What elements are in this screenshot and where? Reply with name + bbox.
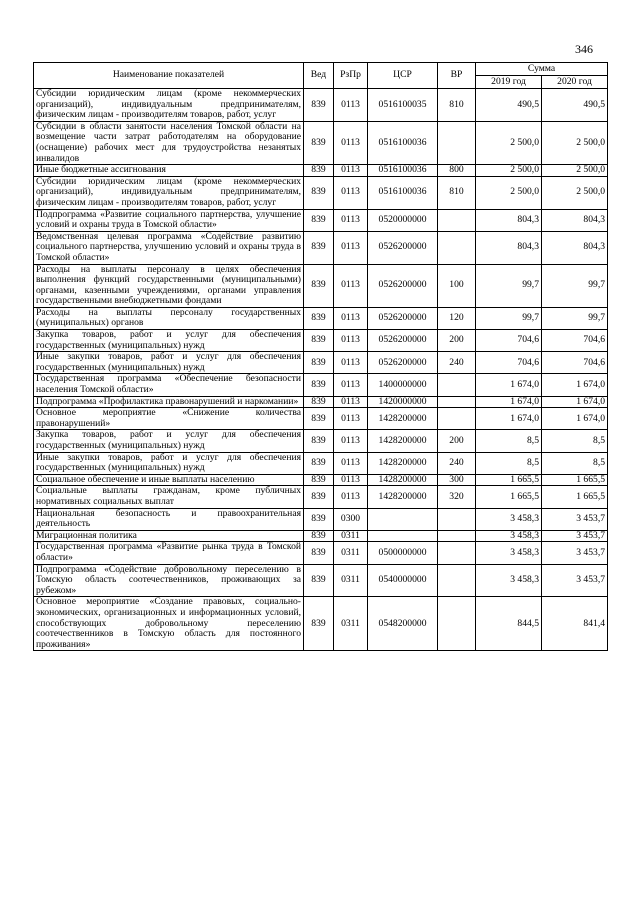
cell-ved: 839: [304, 530, 334, 542]
table-row: [34, 330, 608, 352]
table-row: [34, 231, 608, 264]
cell-name: Основное мероприятие «Создание правовых, социально-экономических, организационных и информационных условий, способствующих добровольному переселению соотечественников в Томскую область для постоянного проживания»: [34, 597, 304, 651]
cell-rzpr: 0113: [334, 176, 368, 209]
cell-ved: 839: [304, 564, 334, 597]
cell-ved: 839: [304, 408, 334, 430]
cell-vr: [438, 121, 476, 164]
cell-2019: 1 665,5: [476, 486, 542, 508]
cell-2020: 2 500,0: [542, 176, 608, 209]
table-row: [34, 89, 608, 122]
cell-vr: [438, 508, 476, 530]
cell-csr: 0526200000: [368, 307, 438, 329]
cell-2019: 99,7: [476, 307, 542, 329]
cell-2019: 3 458,3: [476, 564, 542, 597]
cell-ved: 839: [304, 430, 334, 452]
cell-csr: 0526200000: [368, 231, 438, 264]
table-row: [34, 209, 608, 231]
cell-vr: 800: [438, 165, 476, 177]
cell-2019: 2 500,0: [476, 176, 542, 209]
cell-vr: 100: [438, 264, 476, 307]
cell-csr: 0516100035: [368, 89, 438, 122]
cell-name: Социальное обеспечение и иные выплаты населению: [34, 474, 304, 486]
table-row: [34, 474, 608, 486]
cell-2019: 99,7: [476, 264, 542, 307]
cell-name: Закупка товаров, работ и услуг для обеспечения государственных (муниципальных) нужд: [34, 330, 304, 352]
cell-rzpr: 0113: [334, 430, 368, 452]
cell-2020: 1 665,5: [542, 474, 608, 486]
cell-vr: [438, 374, 476, 396]
cell-csr: 0520000000: [368, 209, 438, 231]
cell-ved: 839: [304, 374, 334, 396]
cell-vr: 240: [438, 352, 476, 374]
header-2019: 2019 год: [476, 76, 542, 89]
cell-name: Основное мероприятие «Снижение количества правонарушений»: [34, 408, 304, 430]
cell-ved: 839: [304, 165, 334, 177]
cell-2020: 704,6: [542, 352, 608, 374]
cell-2020: 3 453,7: [542, 508, 608, 530]
cell-2019: 844,5: [476, 597, 542, 651]
cell-vr: 240: [438, 452, 476, 474]
cell-ved: 839: [304, 508, 334, 530]
header-name: Наименование показателей: [34, 63, 304, 89]
cell-csr: 0548200000: [368, 597, 438, 651]
cell-name: Расходы на выплаты персоналу в целях обеспечения выполнения функций государственными (муниципальными) органами, казенными учреждениями, органами управления государственными внебюджетными фондами: [34, 264, 304, 307]
table-header: [34, 63, 608, 89]
table-row: [34, 597, 608, 651]
cell-name: Государственная программа «Развитие рынка труда в Томской области»: [34, 542, 304, 564]
cell-2019: 804,3: [476, 209, 542, 231]
cell-2020: 8,5: [542, 430, 608, 452]
cell-2019: 8,5: [476, 430, 542, 452]
cell-csr: 0526200000: [368, 264, 438, 307]
table-row: [34, 408, 608, 430]
cell-csr: 0516100036: [368, 165, 438, 177]
cell-2019: 2 500,0: [476, 165, 542, 177]
cell-csr: 1428200000: [368, 430, 438, 452]
cell-rzpr: 0113: [334, 121, 368, 164]
cell-rzpr: 0113: [334, 474, 368, 486]
cell-name: Подпрограмма «Развитие социального партнерства, улучшение условий и охраны труда в Томской области»: [34, 209, 304, 231]
cell-2020: 804,3: [542, 231, 608, 264]
cell-rzpr: 0113: [334, 89, 368, 122]
cell-rzpr: 0113: [334, 330, 368, 352]
table-row: [34, 530, 608, 542]
cell-csr: 1420000000: [368, 396, 438, 408]
cell-vr: [438, 408, 476, 430]
cell-2020: 3 453,7: [542, 564, 608, 597]
cell-ved: 839: [304, 452, 334, 474]
cell-2019: 1 674,0: [476, 396, 542, 408]
cell-ved: 839: [304, 209, 334, 231]
cell-vr: [438, 542, 476, 564]
cell-rzpr: 0113: [334, 264, 368, 307]
table-row: [34, 374, 608, 396]
header-vr: ВР: [438, 63, 476, 89]
table-row: [34, 176, 608, 209]
cell-2019: 804,3: [476, 231, 542, 264]
cell-rzpr: 0311: [334, 597, 368, 651]
header-2020: 2020 год: [542, 76, 608, 89]
cell-csr: 0516100036: [368, 121, 438, 164]
cell-name: Иные закупки товаров, работ и услуг для обеспечения государственных (муниципальных) нужд: [34, 452, 304, 474]
cell-2020: 2 500,0: [542, 165, 608, 177]
cell-csr: 1428200000: [368, 452, 438, 474]
cell-2020: 490,5: [542, 89, 608, 122]
cell-name: Закупка товаров, работ и услуг для обеспечения государственных (муниципальных) нужд: [34, 430, 304, 452]
cell-csr: [368, 530, 438, 542]
table-row: [34, 121, 608, 164]
cell-csr: 0500000000: [368, 542, 438, 564]
cell-name: Субсидии юридическим лицам (кроме некоммерческих организаций), индивидуальным предпринимателям, физическим лицам - производителям товаров, работ, услуг: [34, 176, 304, 209]
cell-rzpr: 0113: [334, 396, 368, 408]
table-row: [34, 452, 608, 474]
cell-csr: 0526200000: [368, 330, 438, 352]
cell-name: Подпрограмма «Содействие добровольному переселению в Томскую область соотечественников, проживающих за рубежом»: [34, 564, 304, 597]
cell-2019: 1 674,0: [476, 408, 542, 430]
cell-2020: 8,5: [542, 452, 608, 474]
cell-rzpr: 0113: [334, 486, 368, 508]
cell-ved: 839: [304, 542, 334, 564]
cell-name: Государственная программа «Обеспечение безопасности населения Томской области»: [34, 374, 304, 396]
cell-name: Субсидии в области занятости населения Томской области на возмещение части затрат работодателям на оборудование (оснащение) рабочих мест для трудоустройства незанятых инвалидов: [34, 121, 304, 164]
cell-ved: 839: [304, 330, 334, 352]
cell-csr: 1428200000: [368, 474, 438, 486]
cell-rzpr: 0113: [334, 231, 368, 264]
cell-2019: 1 674,0: [476, 374, 542, 396]
cell-rzpr: 0311: [334, 530, 368, 542]
cell-2019: 3 458,3: [476, 530, 542, 542]
cell-name: Ведомственная целевая программа «Содействие развитию социального партнерства, улучшению условий и охраны труда в Томской области»: [34, 231, 304, 264]
cell-2019: 3 458,3: [476, 542, 542, 564]
cell-2020: 704,6: [542, 330, 608, 352]
cell-vr: [438, 564, 476, 597]
cell-2019: 704,6: [476, 352, 542, 374]
cell-2020: 99,7: [542, 307, 608, 329]
cell-ved: 839: [304, 89, 334, 122]
cell-2020: 3 453,7: [542, 542, 608, 564]
cell-rzpr: 0113: [334, 374, 368, 396]
table-row: [34, 307, 608, 329]
cell-vr: 320: [438, 486, 476, 508]
header-rzpr: РзПр: [334, 63, 368, 89]
cell-2020: 804,3: [542, 209, 608, 231]
cell-2019: 490,5: [476, 89, 542, 122]
cell-vr: [438, 231, 476, 264]
cell-ved: 839: [304, 121, 334, 164]
cell-2020: 1 674,0: [542, 396, 608, 408]
cell-vr: 810: [438, 176, 476, 209]
table-row: [34, 396, 608, 408]
cell-csr: 1400000000: [368, 374, 438, 396]
table-row: [34, 564, 608, 597]
cell-vr: 200: [438, 430, 476, 452]
cell-name: Подпрограмма «Профилактика правонарушений и наркомании»: [34, 396, 304, 408]
cell-2020: 841,4: [542, 597, 608, 651]
table-row: [34, 542, 608, 564]
table-row: [34, 352, 608, 374]
table-row: [34, 165, 608, 177]
cell-ved: 839: [304, 307, 334, 329]
cell-2020: 3 453,7: [542, 530, 608, 542]
cell-ved: 839: [304, 352, 334, 374]
cell-name: Расходы на выплаты персоналу государственных (муниципальных) органов: [34, 307, 304, 329]
cell-vr: 120: [438, 307, 476, 329]
cell-csr: 1428200000: [368, 486, 438, 508]
cell-csr: 1428200000: [368, 408, 438, 430]
header-sum: Сумма: [476, 63, 608, 76]
table-row: [34, 430, 608, 452]
cell-2020: 1 674,0: [542, 408, 608, 430]
cell-rzpr: 0300: [334, 508, 368, 530]
header-csr: ЦСР: [368, 63, 438, 89]
cell-2020: 99,7: [542, 264, 608, 307]
cell-rzpr: 0311: [334, 542, 368, 564]
cell-2019: 704,6: [476, 330, 542, 352]
cell-vr: 300: [438, 474, 476, 486]
table-body: [34, 89, 608, 651]
header-ved: Вед: [304, 63, 334, 89]
cell-name: Социальные выплаты гражданам, кроме публичных нормативных социальных выплат: [34, 486, 304, 508]
cell-ved: 839: [304, 597, 334, 651]
cell-vr: [438, 396, 476, 408]
cell-name: Миграционная политика: [34, 530, 304, 542]
cell-csr: 0516100036: [368, 176, 438, 209]
page-number: 346: [575, 42, 593, 56]
cell-rzpr: 0311: [334, 564, 368, 597]
cell-name: Субсидии юридическим лицам (кроме некоммерческих организаций), индивидуальным предпринимателям, физическим лицам - производителям товаров, работ, услуг: [34, 89, 304, 122]
table-row: [34, 264, 608, 307]
cell-ved: 839: [304, 396, 334, 408]
cell-rzpr: 0113: [334, 307, 368, 329]
cell-vr: 810: [438, 89, 476, 122]
cell-ved: 839: [304, 474, 334, 486]
cell-2020: 1 665,5: [542, 486, 608, 508]
table-row: [34, 508, 608, 530]
cell-ved: 839: [304, 486, 334, 508]
cell-csr: [368, 508, 438, 530]
cell-vr: [438, 597, 476, 651]
cell-ved: 839: [304, 264, 334, 307]
cell-2020: 1 674,0: [542, 374, 608, 396]
cell-ved: 839: [304, 176, 334, 209]
cell-2019: 1 665,5: [476, 474, 542, 486]
cell-csr: 0540000000: [368, 564, 438, 597]
cell-vr: 200: [438, 330, 476, 352]
cell-vr: [438, 530, 476, 542]
cell-ved: 839: [304, 231, 334, 264]
cell-2020: 2 500,0: [542, 121, 608, 164]
cell-vr: [438, 209, 476, 231]
cell-2019: 3 458,3: [476, 508, 542, 530]
cell-rzpr: 0113: [334, 408, 368, 430]
table-row: [34, 486, 608, 508]
cell-csr: 0526200000: [368, 352, 438, 374]
cell-2019: 2 500,0: [476, 121, 542, 164]
cell-rzpr: 0113: [334, 209, 368, 231]
cell-name: Иные закупки товаров, работ и услуг для обеспечения государственных (муниципальных) нужд: [34, 352, 304, 374]
cell-2019: 8,5: [476, 452, 542, 474]
cell-name: Национальная безопасность и правоохранительная деятельность: [34, 508, 304, 530]
cell-rzpr: 0113: [334, 452, 368, 474]
budget-table: [33, 62, 608, 651]
cell-name: Иные бюджетные ассигнования: [34, 165, 304, 177]
cell-rzpr: 0113: [334, 352, 368, 374]
cell-rzpr: 0113: [334, 165, 368, 177]
